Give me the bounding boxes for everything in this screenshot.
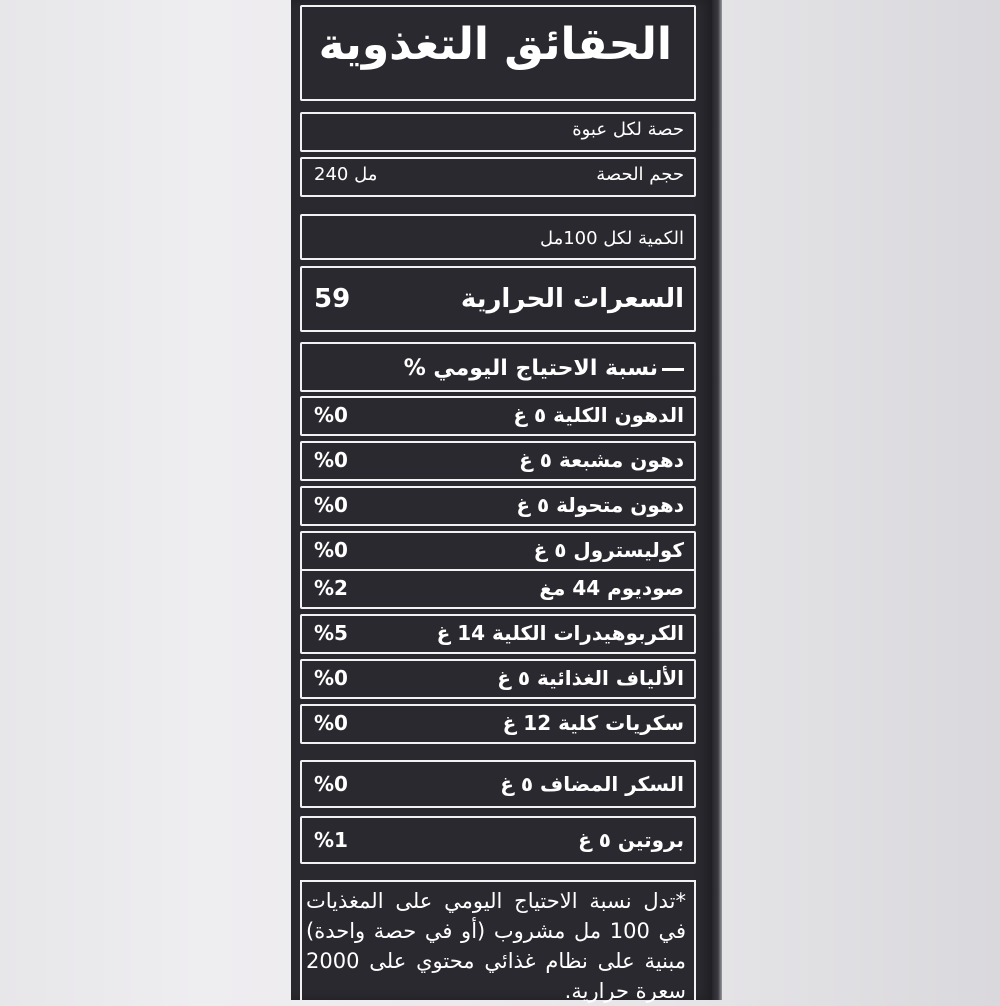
nutrition-panel (291, 0, 712, 1003)
nutrient-row-2 (300, 486, 696, 526)
nutrient-label: دهون مشبعة ٥ غ (519, 448, 684, 472)
package-edge (712, 0, 722, 1000)
calories-label: السعرات الحرارية (460, 284, 684, 314)
nutrient-row-0 (300, 396, 696, 436)
nutrient-label: السكر المضاف ٥ غ (500, 772, 684, 796)
footnote-box (300, 880, 696, 1003)
per-100-row (300, 214, 696, 260)
nutrient-value: %0 (314, 711, 348, 735)
nutrient-value: %0 (314, 666, 348, 690)
nutrient-label: دهون متحولة ٥ غ (516, 493, 684, 517)
nutrient-label: صوديوم 44 مغ (539, 576, 684, 600)
nutrient-row-7 (300, 704, 696, 744)
serving-per-pack-label: حصة لكل عبوة (572, 119, 684, 140)
nutrient-label: الكربوهيدرات الكلية 14 غ (436, 621, 684, 645)
nutrient-row-4 (300, 569, 696, 609)
nutrient-value: %0 (314, 538, 348, 562)
daily-header-label (404, 356, 684, 381)
nutrient-label: بروتين ٥ غ (578, 828, 684, 852)
serving-size-value: 240 مل (314, 164, 378, 185)
serving-size-row (300, 157, 696, 197)
nutrient-row-8 (300, 760, 696, 808)
calories-value: 59 (314, 284, 351, 314)
nutrient-value: %0 (314, 448, 348, 472)
footnote-text: *تدل نسبة الاحتياج اليومي على المغذيات في 100 مل مشروب (أو في حصة واحدة) مبنية على نظام غذائي محتوي على 2000 سعرة حرارية. (306, 889, 686, 1003)
nutrient-value: %1 (314, 828, 348, 852)
nutrient-row-5 (300, 614, 696, 654)
title-box (300, 5, 696, 101)
daily-header-row (300, 342, 696, 392)
nutrient-label: سكريات كلية 12 غ (502, 711, 684, 735)
nutrient-value: %5 (314, 621, 348, 645)
nutrient-value: %2 (314, 576, 348, 600)
nutrient-label: كوليسترول ٥ غ (533, 538, 684, 562)
serving-per-pack-row (300, 112, 696, 152)
calories-row (300, 266, 696, 332)
nutrient-row-1 (300, 441, 696, 481)
daily-header-text: نسبة الاحتياج اليومي % (403, 356, 658, 381)
serving-size-label: حجم الحصة (596, 164, 684, 185)
nutrient-label: الألياف الغذائية ٥ غ (497, 666, 684, 690)
dash-icon (662, 368, 684, 371)
nutrient-value: %0 (314, 493, 348, 517)
nutrient-value: %0 (314, 772, 348, 796)
per-100-label: الكمية لكل 100مل (539, 228, 684, 249)
nutrient-label: الدهون الكلية ٥ غ (513, 403, 684, 427)
nutrient-row-6 (300, 659, 696, 699)
nutrient-row-9 (300, 816, 696, 864)
nutrient-row-3 (300, 531, 696, 571)
nutrient-value: %0 (314, 403, 348, 427)
panel-title: الحقائق التغذوية (318, 19, 672, 70)
